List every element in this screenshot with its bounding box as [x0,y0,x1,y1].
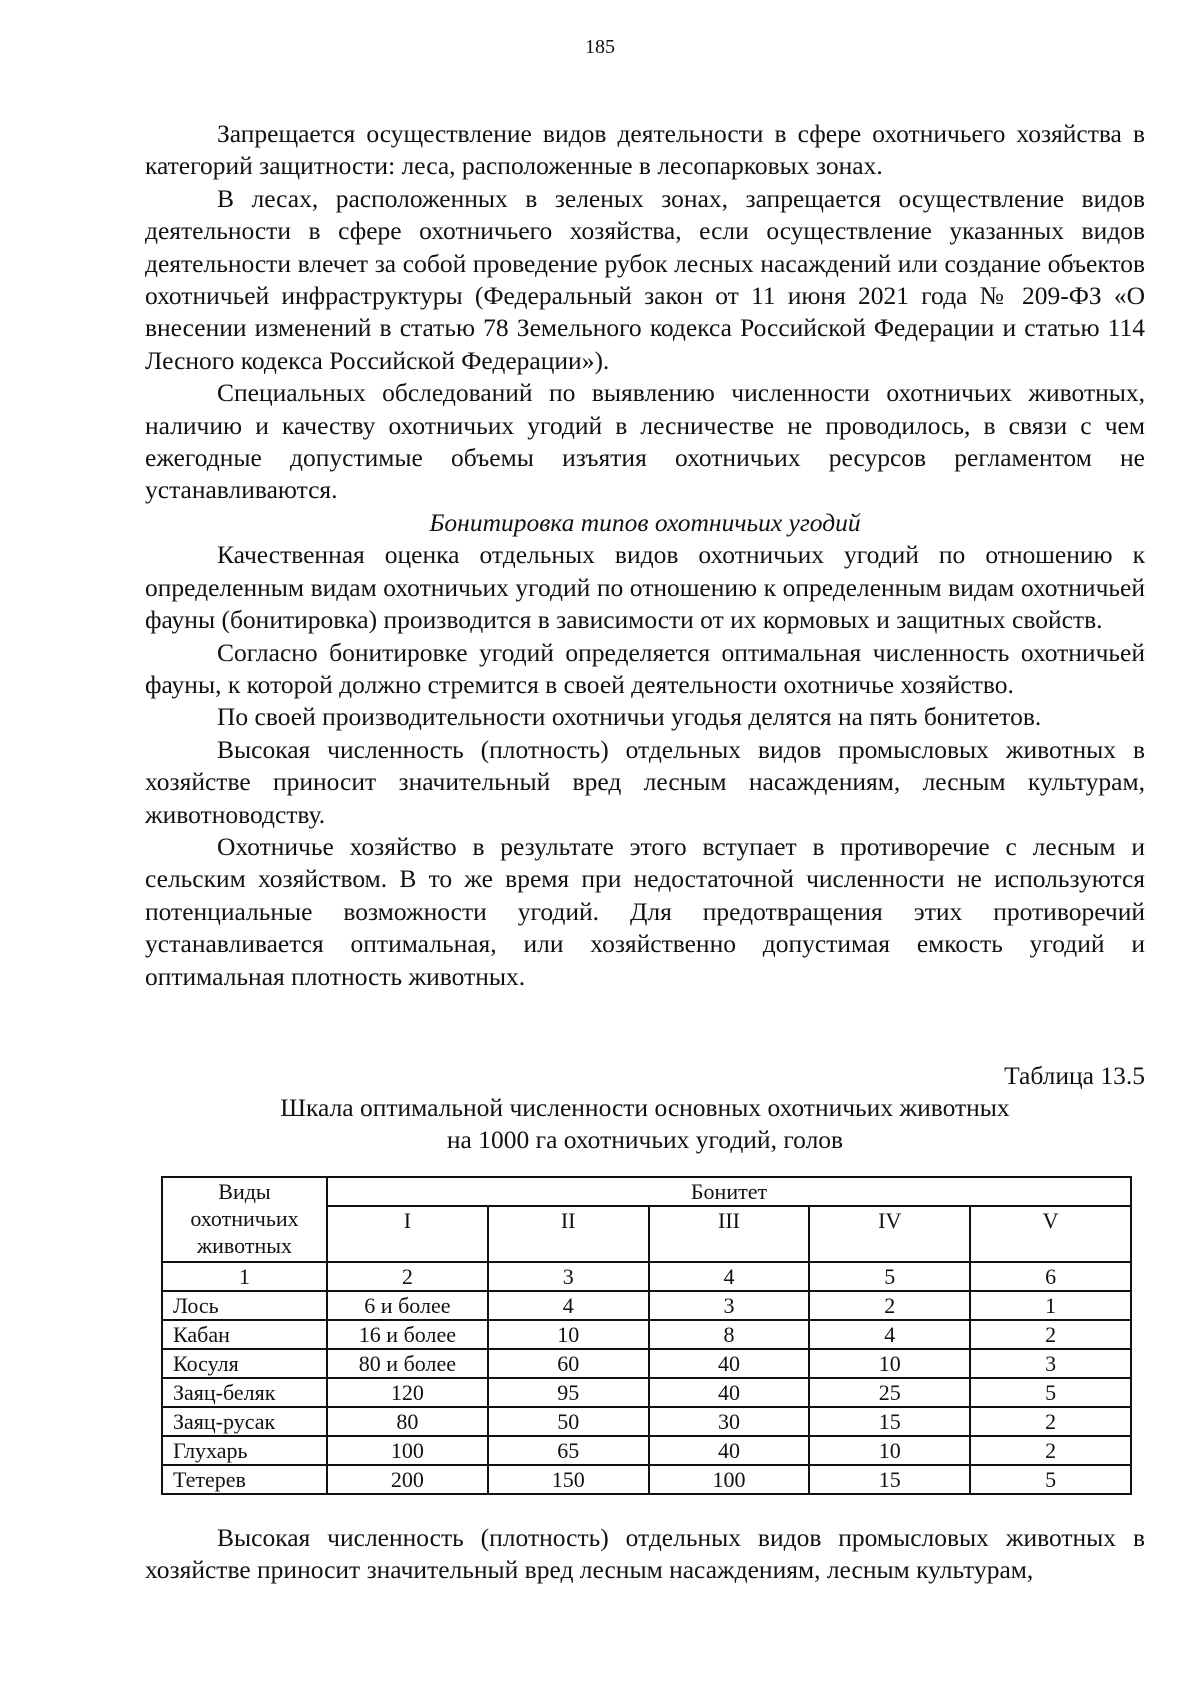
table-row [162,1378,1131,1407]
paragraph: Охотничье хозяйство в результате этого вступает в противоречие с лесным и сельским хозяйством. В то же время при недостаточной численности не используются потенциальные возможности угодий. Для предотвращения этих противоречий устанавливается оптимальная, или хозяйственно допустимая емкость угодий и оптимальная плотность животных. [145,831,1145,991]
table-title-line: Шкала оптимальной численности основных охотничьих животных [280,1093,1010,1122]
value-cell: 40 [649,1349,810,1378]
value-cell: 2 [970,1320,1131,1349]
value-cell: 3 [970,1349,1131,1378]
value-cell: 4 [809,1320,970,1349]
paragraph: Согласно бонитировке угодий определяется оптимальная численность охотничьей фауны, к которой должно стремится в своей деятельности охотничье хозяйство. [145,637,1145,699]
value-cell: 10 [488,1320,649,1349]
table-row [162,1436,1131,1465]
paragraph: По своей производительности охотничьи угодья делятся на пять бонитетов. [217,702,1042,732]
value-cell: 3 [649,1291,810,1320]
paragraph: Специальных обследований по выявлению численности охотничьих животных, наличию и качеству охотничьих угодий в лесничестве не проводилось, в связи с чем ежегодные допустимые объемы изъятия охотничьих ресурсов регламентом не устанавливаются. [145,378,1145,505]
header-class: III [649,1206,810,1262]
body-text [145,118,1145,993]
value-cell: 2 [970,1436,1131,1465]
paragraph: Высокая численность (плотность) отдельных видов промысловых животных в хозяйстве приносит значительный вред лесным насаждениям, лесным культурам, [145,1523,1145,1585]
paragraph: Высокая численность (плотность) отдельных видов промысловых животных в хозяйстве приносит значительный вред лесным насаждениям, лесным культурам, животноводству. [145,734,1145,829]
value-cell: 2 [970,1407,1131,1436]
value-cell: 200 [327,1465,488,1494]
header-class: I [327,1206,488,1262]
paragraph: Запрещается осуществление видов деятельности в сфере охотничьего хозяйства в категорий защитности: леса, расположенные в лесопарковых зонах. [145,119,1145,181]
table-title [145,1092,1145,1156]
value-cell: 10 [809,1436,970,1465]
table-label: Таблица 13.5 [1004,1061,1145,1090]
page-number: 185 [585,36,615,58]
species-cell: Кабан [162,1320,327,1349]
value-cell: 150 [488,1465,649,1494]
table-title-line: на 1000 га охотничьих угодий, голов [446,1125,844,1154]
body-text-continued [145,1522,1145,1587]
species-cell: Заяц-русак [162,1407,327,1436]
column-number: 6 [970,1262,1131,1291]
species-cell: Лось [162,1291,327,1320]
value-cell: 25 [809,1378,970,1407]
header-class: IV [809,1206,970,1262]
value-cell: 40 [649,1436,810,1465]
table-header-row [162,1177,1131,1206]
value-cell: 100 [649,1465,810,1494]
column-number: 5 [809,1262,970,1291]
value-cell: 5 [970,1378,1131,1407]
value-cell: 120 [327,1378,488,1407]
column-number: 1 [162,1262,327,1291]
species-cell: Тетерев [162,1465,327,1494]
value-cell: 50 [488,1407,649,1436]
header-class: V [970,1206,1131,1262]
value-cell: 1 [970,1291,1131,1320]
header-species: Виды охотничьих животных [162,1177,327,1262]
value-cell: 8 [649,1320,810,1349]
value-cell: 15 [809,1465,970,1494]
column-number: 2 [327,1262,488,1291]
value-cell: 4 [488,1291,649,1320]
table-row [162,1349,1131,1378]
table-row [162,1465,1131,1494]
column-number: 4 [649,1262,810,1291]
value-cell: 40 [649,1378,810,1407]
value-cell: 80 [327,1407,488,1436]
value-cell: 65 [488,1436,649,1465]
value-cell: 95 [488,1378,649,1407]
value-cell: 60 [488,1349,649,1378]
value-cell: 2 [809,1291,970,1320]
paragraph: В лесах, расположенных в зеленых зонах, запрещается осуществление видов деятельности в сфере охотничьего хозяйства, если осуществление указанных видов деятельности влечет за собой проведение рубок лесных насаждений или создание объектов охотничьей инфраструктуры (Федеральный закон от 11 июня 2021 года № 209-ФЗ «О внесении изменений в статью 78 Земельного кодекса Российской Федерации и статью 114 Лесного кодекса Российской Федерации»). [145,183,1145,375]
paragraph: Качественная оценка отдельных видов охотничьих угодий по отношению к определенным видам охотничьих угодий по отношению к определенным видам охотничьей фауны (бонитировка) производится в зависимости от их кормовых и защитных свойств. [145,540,1145,635]
value-cell: 6 и более [327,1291,488,1320]
value-cell: 100 [327,1436,488,1465]
bonitet-table [161,1176,1132,1495]
species-cell: Косуля [162,1349,327,1378]
species-cell: Глухарь [162,1436,327,1465]
section-subheading: Бонитировка типов охотничьих угодий [429,507,861,537]
header-class: II [488,1206,649,1262]
value-cell: 10 [809,1349,970,1378]
column-number-row [162,1262,1131,1291]
table-row [162,1407,1131,1436]
species-cell: Заяц-беляк [162,1378,327,1407]
header-bonitet: Бонитет [327,1177,1131,1206]
column-number: 3 [488,1262,649,1291]
table-row [162,1291,1131,1320]
table-row [162,1320,1131,1349]
value-cell: 5 [970,1465,1131,1494]
value-cell: 80 и более [327,1349,488,1378]
value-cell: 15 [809,1407,970,1436]
value-cell: 16 и более [327,1320,488,1349]
value-cell: 30 [649,1407,810,1436]
